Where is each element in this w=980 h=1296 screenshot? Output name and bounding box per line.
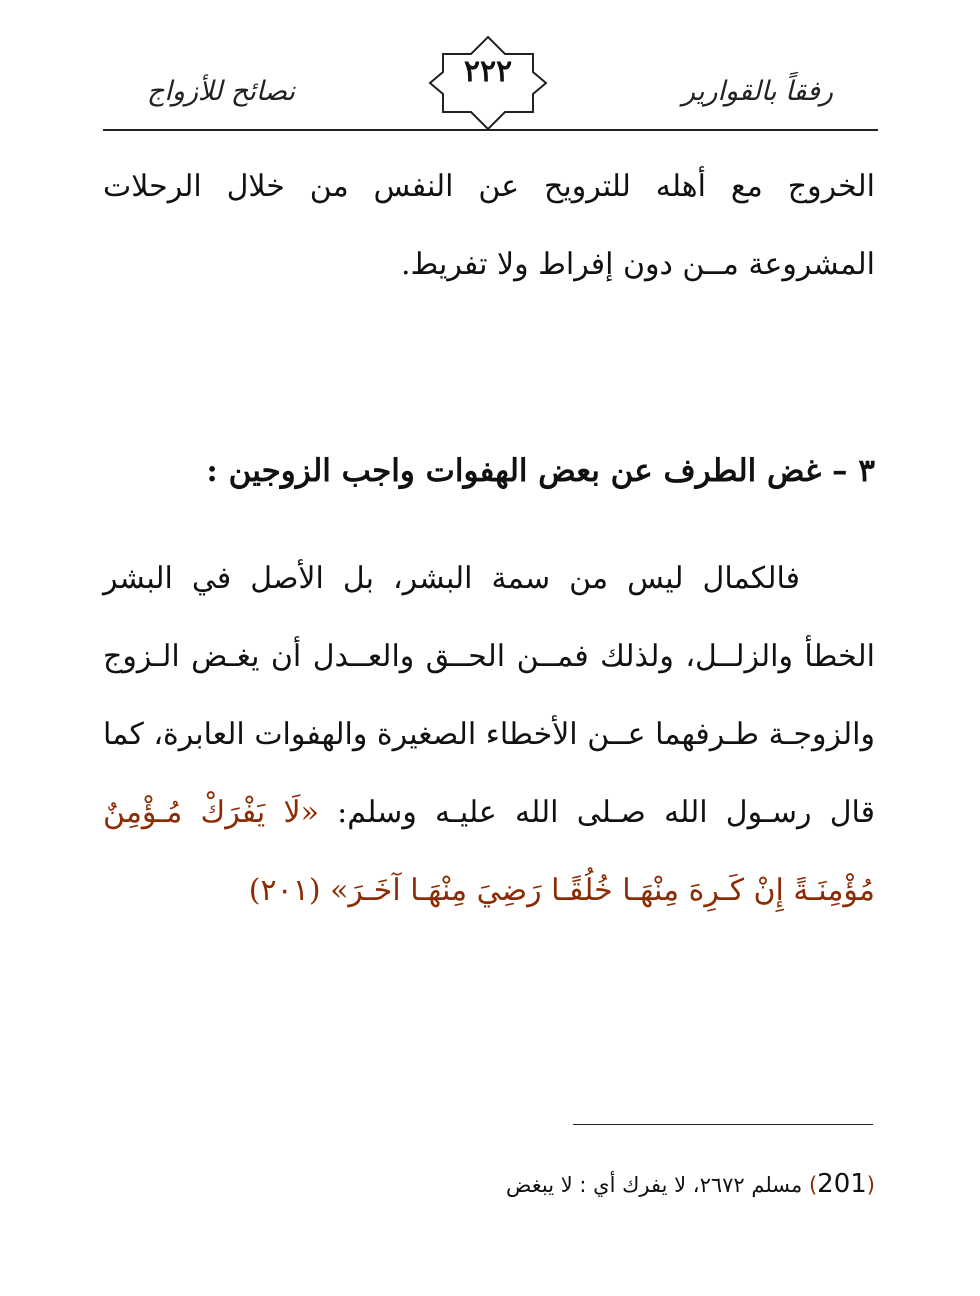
book-title: رفقاً بالقوارير bbox=[682, 76, 833, 107]
footnote bbox=[103, 1166, 875, 1203]
footnote-text: مسلم ٢٦٧٢، لا يفرك أي : لا يبغض bbox=[506, 1173, 809, 1197]
footnote-number: 201 bbox=[817, 1169, 867, 1199]
paragraph-body-text: فالكمال ليس من سمة البشر، بل الأصل في البشر الخطأ والزلــل، ولذلك فمــن الحــق والعــدل أن يغـض الـزوج والزوجـة طـرفهما عــن الأخطاء الصغيرة والهفوات العابرة، كما قال رسـول الله صـلى الله عليـه وسلم: bbox=[103, 561, 876, 830]
chapter-title: نصائح للأزواج bbox=[147, 76, 296, 107]
hadith-quote: «لَا يَفْرَكْ مُـؤْمِنٌ مُؤْمِنَـةً إِنْ كَـرِهَ مِنْهَـا خُلُقًـا رَضِيَ مِنْهَـا آخَـرَ» bbox=[103, 795, 875, 908]
page-header bbox=[103, 30, 877, 132]
footnote-close-paren: ) bbox=[808, 1173, 818, 1197]
footnote-divider bbox=[573, 1124, 873, 1125]
footnote-open-paren: ( bbox=[866, 1173, 875, 1197]
header-divider bbox=[103, 129, 878, 131]
footnote-reference[interactable]: (٢٠١) bbox=[248, 873, 321, 908]
page-number: ٢٢٢ bbox=[463, 54, 513, 89]
paragraph-intro: الخروج مع أهله للترويح عن النفس من خلال الرحلات المشروعة مــن دون إفراط ولا تفريط. bbox=[103, 169, 875, 282]
section-heading: ٣ – غض الطرف عن بعض الهفوات واجب الزوجين : bbox=[206, 453, 875, 489]
paragraph-body bbox=[103, 540, 875, 930]
